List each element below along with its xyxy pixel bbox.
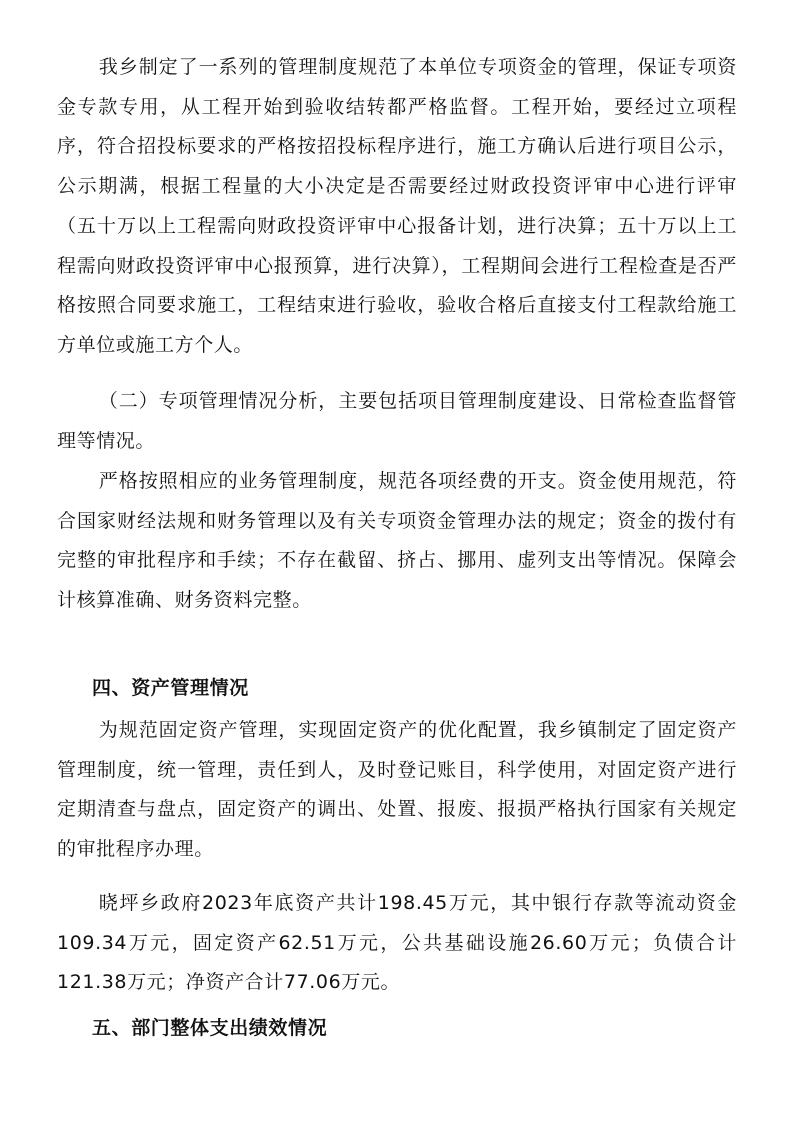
section-heading-asset-management: 四、资产管理情况 (92, 677, 249, 699)
paragraph-asset-totals: 晓坪乡政府2023年底资产共计198.45万元，其中银行存款等流动资金109.34万元，固定资产62.51万元，公共基础设施26.60万元；负债合计121.38万元；净资产合计77.06万元。 (57, 892, 737, 994)
paragraph-expense-standards: 严格按照相应的业务管理制度，规范各项经费的开支。资金使用规范，符合国家财经法规和财务管理以及有关专项资金管理办法的规定；资金的拨付有完整的审批程序和手续；不存在截留、挤占、挪用、虚列支出等情况。保障会计核算准确、财务资料完整。 (57, 470, 737, 612)
section-heading-expenditure-performance: 五、部门整体支出绩效情况 (92, 1017, 328, 1039)
paragraph-special-management-analysis: （二）专项管理情况分析，主要包括项目管理制度建设、日常检查监督管理等情况。 (57, 390, 737, 452)
paragraph-fixed-asset-policy: 为规范固定资产管理，实现固定资产的优化配置，我乡镇制定了固定资产管理制度，统一管理，责任到人，及时登记账目，科学使用，对固定资产进行定期清查与盘点，固定资产的调出、处置、报废、报损严格执行国家有关规定的审批程序办理。 (57, 719, 737, 861)
paragraph-special-fund-management: 我乡制定了一系列的管理制度规范了本单位专项资金的管理，保证专项资金专款专用，从工程开始到验收结转都严格监督。工程开始，要经过立项程序，符合招投标要求的严格按招投标程序进行，施工方确认后进行项目公示，公示期满，根据工程量的大小决定是否需要经过财政投资评审中心进行评审（五十万以上工程需向财政投资评审中心报备计划，进行决算；五十万以上工程需向财政投资评审中心报预算，进行决算），工程期间会进行工程检查是否严格按照合同要求施工，工程结束进行验收，验收合格后直接支付工程款给施工方单位或施工方个人。 (57, 56, 737, 356)
